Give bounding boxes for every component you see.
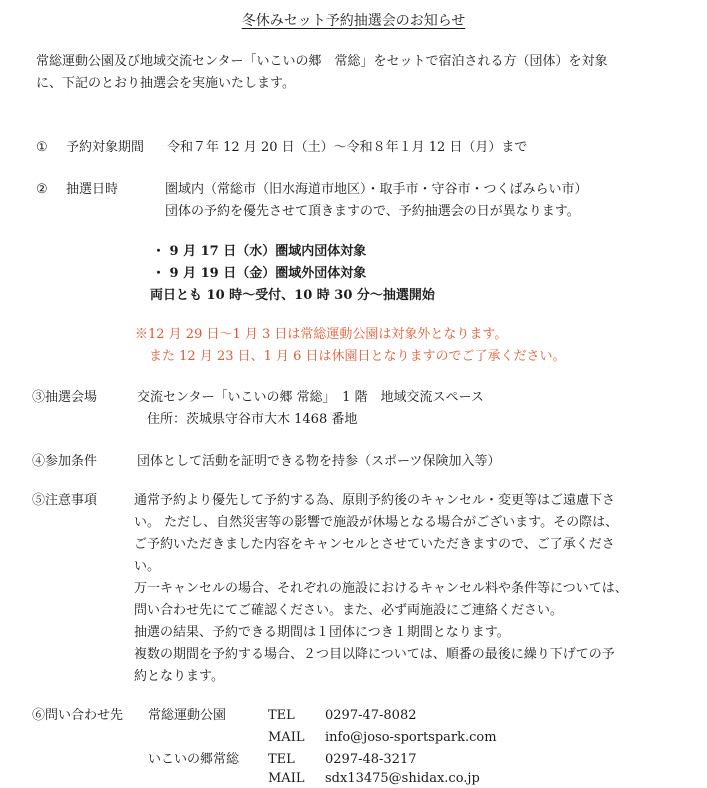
contact-1-mail-label: MAIL [268, 730, 305, 745]
item1-label: 予約対象期間 [66, 140, 145, 155]
intro-line-2: に、下記のとおり抽選会を実施いたします。 [36, 76, 295, 91]
item5-line-1: 通常予約より優先して予約する為、原則予約後のキャンセル・変更等はご遠慮下さ [134, 493, 616, 508]
contact-2-tel: 0297-48-3217 [325, 752, 417, 767]
contact-1-name: 常総運動公園 [148, 708, 227, 723]
item1-value: 令和７年 12 月 20 日（土）～令和８年１月 12 日（月）まで [167, 140, 528, 155]
item2-label: 抽選日時 [66, 182, 119, 197]
contact-2-mail: sdx13475@shidax.co.jp [325, 771, 480, 786]
item5-line-8: 複数の期間を予約する場合、２つ目以降については、順番の最後に繰り下げての予 [134, 647, 615, 662]
item2-bullet-3: 両日とも 10 時～受付、10 時 30 分～抽選開始 [150, 288, 435, 303]
item5-label: ⑤注意事項 [32, 493, 98, 508]
item5-line-4: い。 [134, 559, 161, 574]
item2-bullet-1: ・ 9 月 17 日（水）圏域内団体対象 [152, 244, 367, 259]
intro-line-1: 常総運動公園及び地域交流センター「いこいの郷 常総」をセットで宿泊される方（団体）を対象 [36, 54, 608, 69]
item2-note-2: また 12 月 23 日、1 月 6 日は休園日となりますのでご了承ください。 [149, 349, 566, 364]
item5-line-2: い。 ただし、自然災害等の影響で施設が休場となる場合がございます。その際は、 [134, 515, 619, 530]
item3-venue: 交流センター「いこいの郷 常総」 1 階 地域交流スペース [137, 390, 484, 405]
contact-1-tel-label: TEL [268, 708, 295, 723]
item5-line-7: 抽選の結果、予約できる期間は１団体につき１期間となります。 [134, 625, 510, 640]
item5-line-5: 万一キャンセルの場合、それぞれの施設におけるキャンセル料や条件等については、 [134, 581, 628, 596]
item4-value: 団体として活動を証明できる物を持参（スポーツ保険加入等） [137, 454, 501, 469]
item3-label: ③抽選会場 [32, 390, 98, 405]
page-title: 冬休みセット予約抽選会のお知らせ [241, 13, 466, 29]
item5-line-9: 約となります。 [134, 669, 224, 684]
item2-line-1: 圏域内（常総市（旧水海道市地区）・取手市・守谷市・つくばみらい市） [165, 182, 588, 197]
contact-1-mail: info@joso-sportspark.com [325, 730, 497, 745]
contact-2-tel-label: TEL [268, 752, 295, 767]
item2-number: ② [36, 182, 48, 197]
item2-note-1: ※12 月 29 日～1 月 3 日は常総運動公園は対象外となります。 [135, 327, 508, 342]
item3-address: 住所：茨城県守谷市大木 1468 番地 [147, 412, 358, 427]
item2-line-2: 団体の予約を優先させて頂きますので、予約抽選会の日が異なります。 [165, 204, 580, 219]
contact-1-tel: 0297-47-8082 [325, 708, 417, 723]
item5-line-6: 問い合わせ先にてご確認ください。また、必ず両施設にご連絡ください。 [134, 603, 564, 618]
item2-bullet-2: ・ 9 月 19 日（金）圏域外団体対象 [152, 266, 367, 281]
item6-label: ⑥問い合わせ先 [32, 708, 124, 723]
contact-2-name: いこいの郷常総 [148, 752, 240, 767]
item1-number: ① [36, 140, 48, 155]
item5-line-3: ご予約いただきました内容をキャンセルとさせていただきますので、ご了承くださ [134, 537, 615, 552]
item4-label: ④参加条件 [32, 454, 98, 469]
contact-2-mail-label: MAIL [268, 771, 305, 786]
